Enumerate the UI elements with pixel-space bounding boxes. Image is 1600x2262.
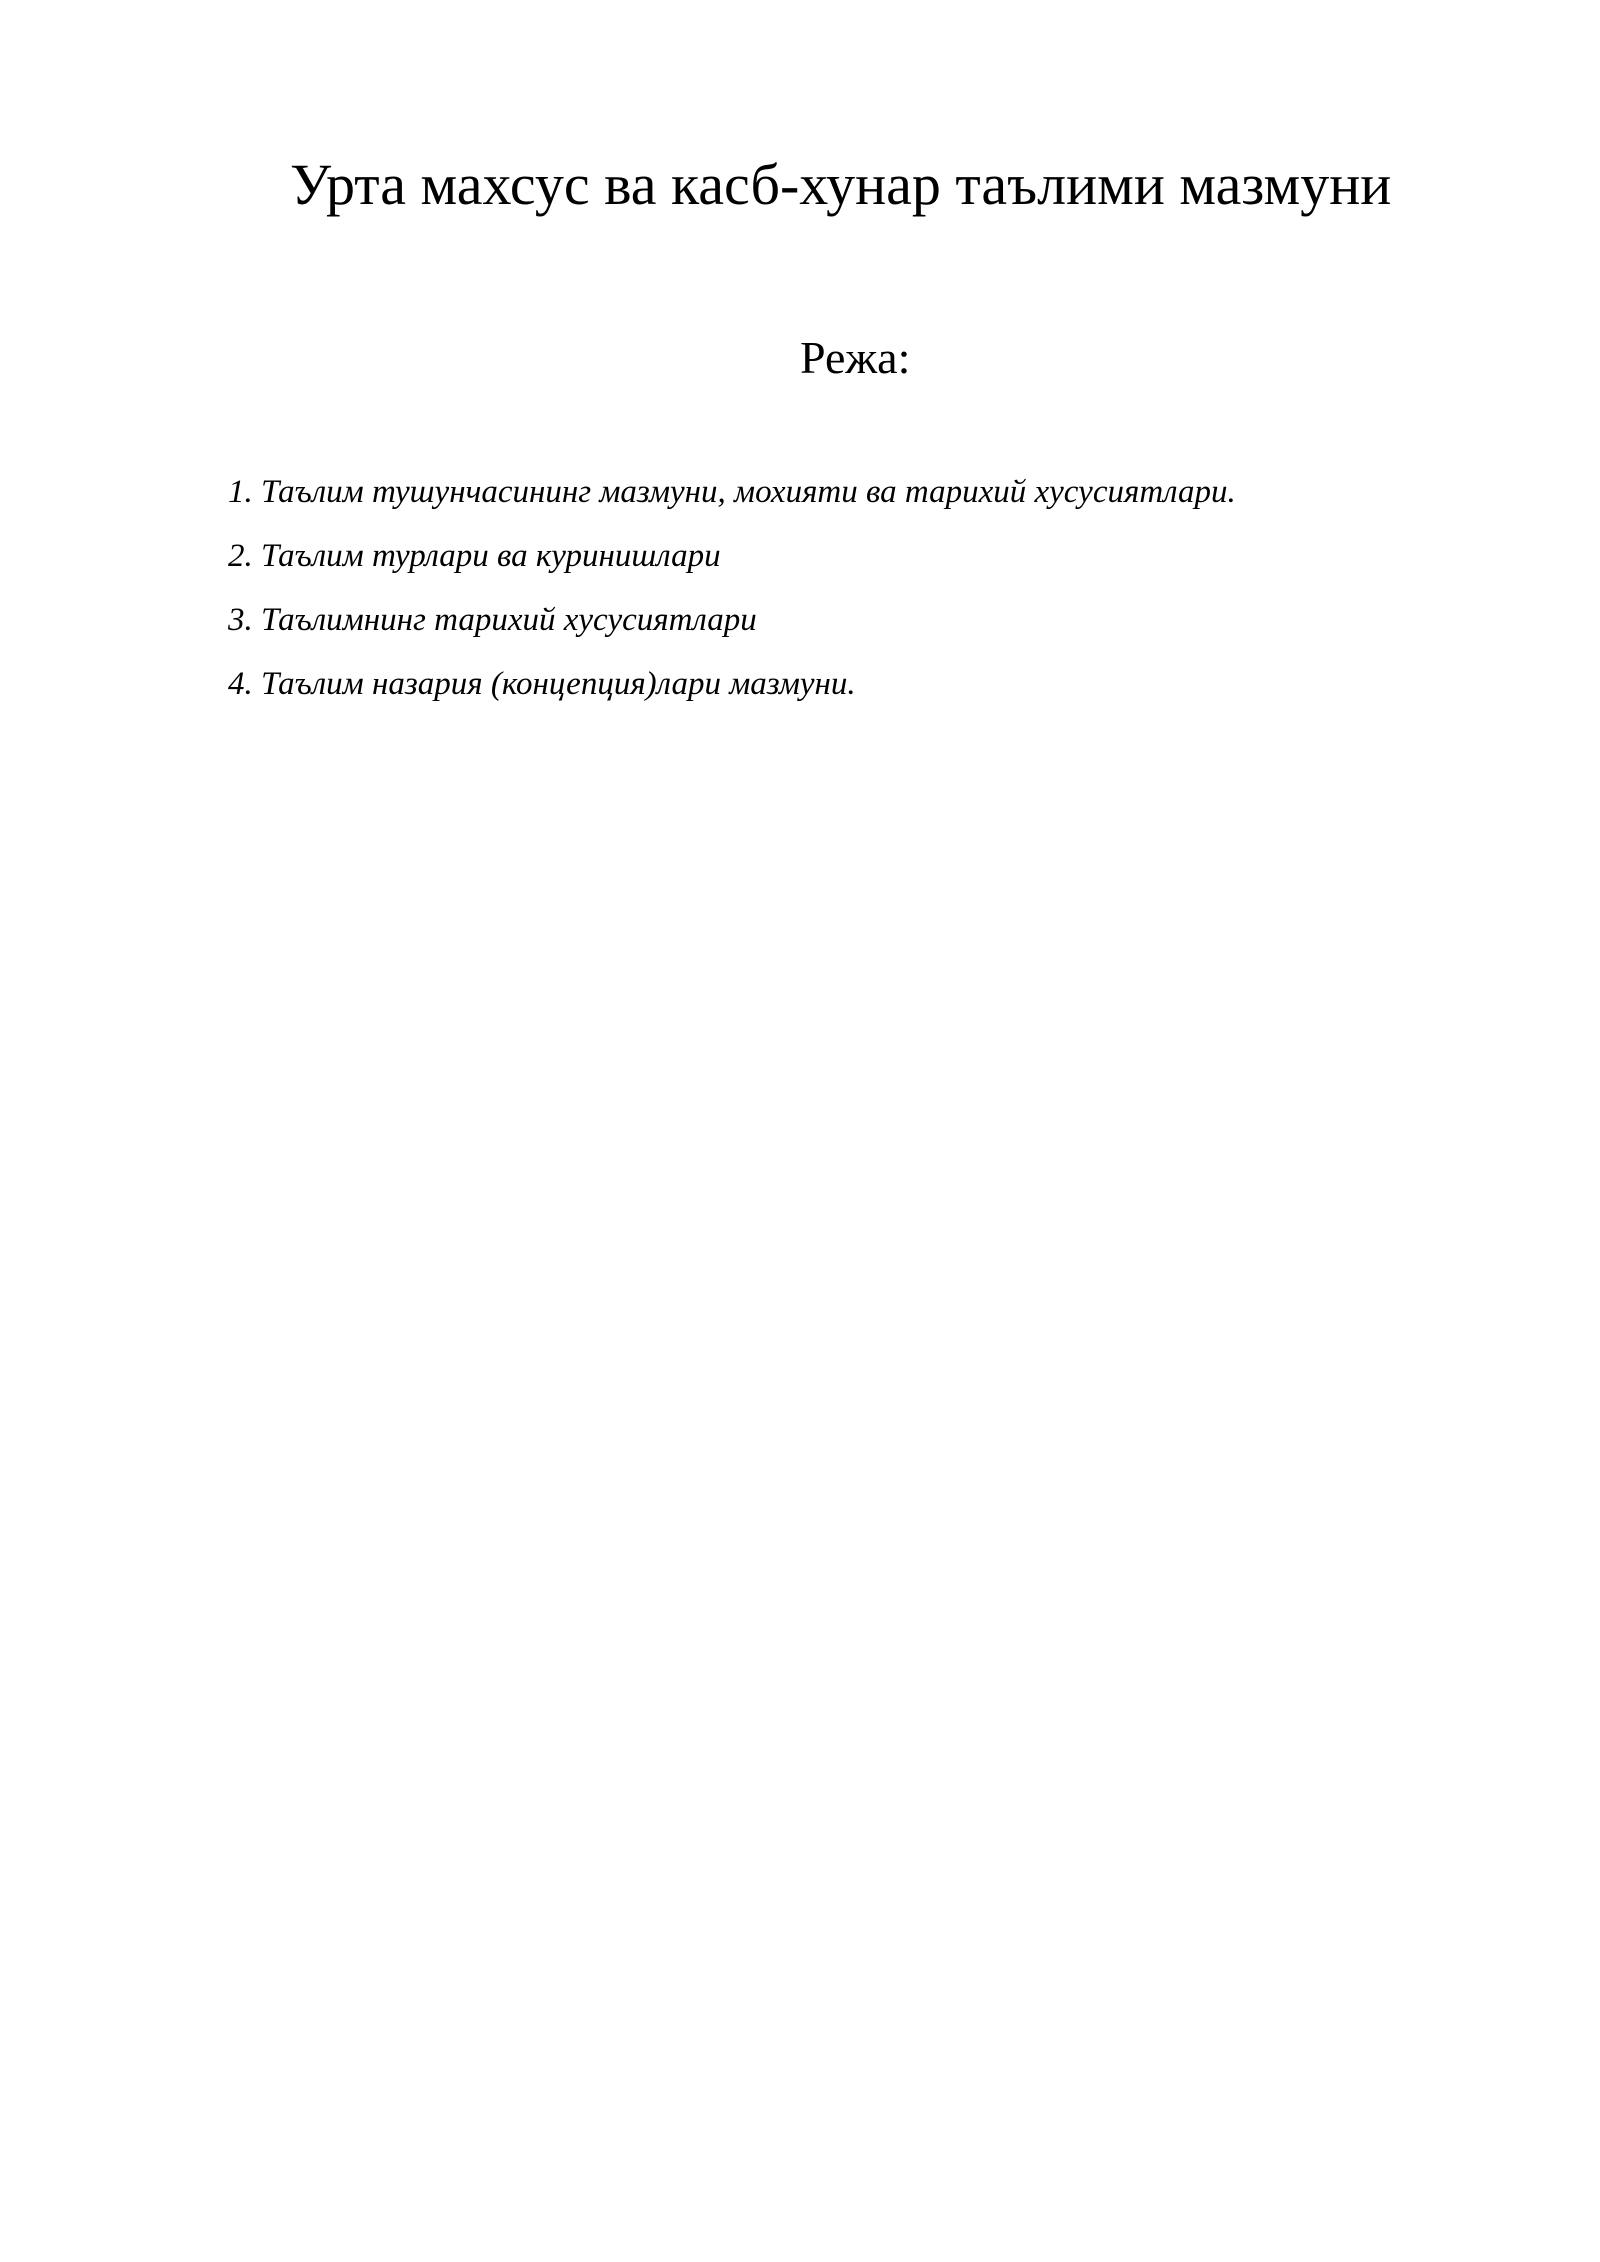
document-title: Урта махсус ва касб-хунар таълими мазмуни — [290, 152, 1392, 217]
plan-item: 2. Таълим турлари ва куринишлари — [228, 538, 721, 574]
plan-item: 4. Таълим назария (концепция)лари мазмуни. — [228, 666, 856, 702]
plan-item: 1. Таълим тушунчасининг мазмуни, мохияти ва тарихий хусусиятлари. — [228, 474, 1236, 510]
plan-list — [228, 472, 1236, 728]
plan-heading: Режа: — [800, 332, 911, 383]
plan-item: 3. Таълимнинг тарихий хусусиятлари — [228, 602, 757, 638]
